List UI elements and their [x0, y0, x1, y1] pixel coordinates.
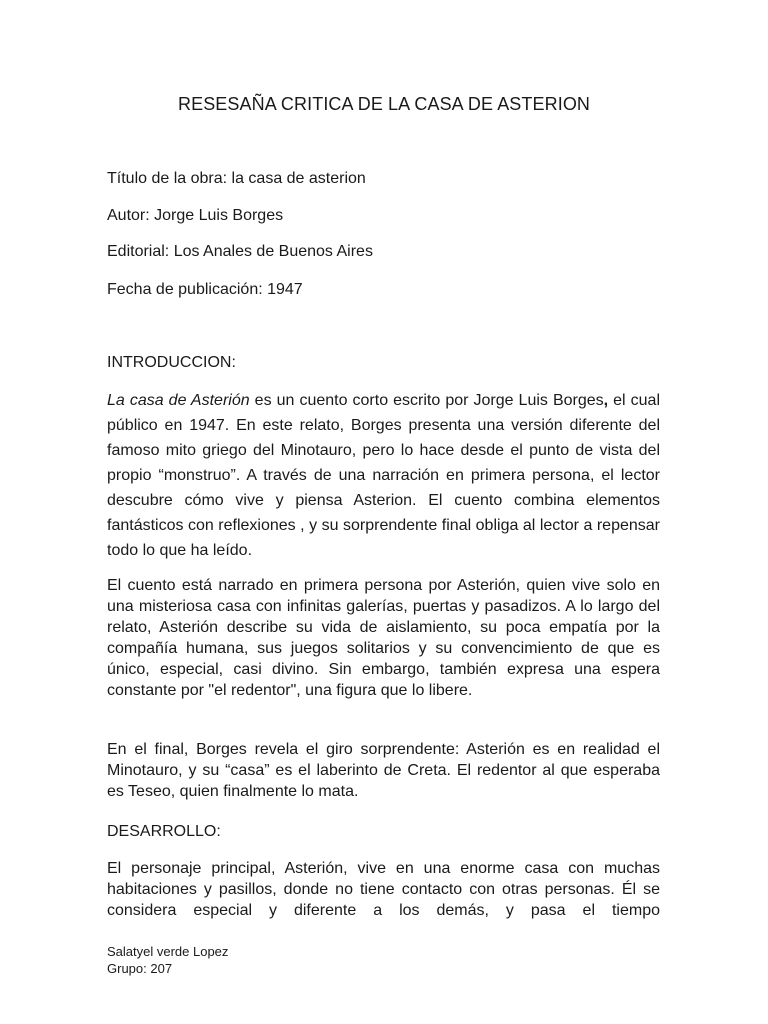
footer-author: Salatyel verde Lopez [107, 944, 229, 959]
narration-paragraph: El cuento está narrado en primera persona por Asterión, quien vive solo en una misteriosa casa con infinitas galerías, puertas y pasadizos. A lo largo del relato, Asterión describe su vida de aislamiento, su poca empatía por la compañía humana, sus juegos solitarios y su convencimiento de que es único, especial, casi divino. Sin embargo, también expresa una espera constante por "el redentor", una figura que lo libere. [107, 577, 660, 699]
ending-paragraph: En el final, Borges revela el giro sorprendente: Asterión es en realidad el Minotauro, y su “casa” es el laberinto de Creta. El redentor al que esperaba es Teseo, quien finalmente lo mata. [107, 741, 660, 800]
intro-bold-comma: , [603, 392, 609, 409]
intro-text-start: es un cuento corto escrito por Jorge Luis Borges [249, 392, 604, 409]
meta-fecha: Fecha de publicación: 1947 [107, 281, 303, 298]
meta-titulo: Título de la obra: la casa de asterion [107, 170, 366, 187]
meta-editorial: Editorial: Los Anales de Buenos Aires [107, 243, 373, 260]
intro-heading: INTRODUCCION: [107, 354, 236, 371]
intro-text-rest: el cual público en 1947. En este relato, Borges presenta una versión diferente del famoso mito griego del Minotauro, pero lo hace desde el punto de vista del propio “monstruo”. A través de una narración en primera persona, el lector descubre cómo vive y piensa Asterion. El cuento combina elementos fantásticos con reflexiones , y su sorprendente final obliga al lector a repensar todo lo que ha leído. [107, 392, 661, 559]
meta-autor: Autor: Jorge Luis Borges [107, 207, 284, 224]
desarrollo-paragraph: El personaje principal, Asterión, vive en una enorme casa con muchas habitaciones y pasillos, donde no tiene contacto con otras personas. Él se considera especial y diferente a los demás, y pasa el tiempo [107, 860, 660, 919]
footer-group: Grupo: 207 [107, 961, 173, 976]
intro-paragraph [107, 388, 660, 563]
desarrollo-heading: DESARROLLO: [107, 823, 221, 840]
work-title-italic: La casa de Asterión [107, 392, 250, 409]
document-title: RESESAÑA CRITICA DE LA CASA DE ASTERION [177, 94, 591, 114]
page-footer [107, 943, 228, 977]
